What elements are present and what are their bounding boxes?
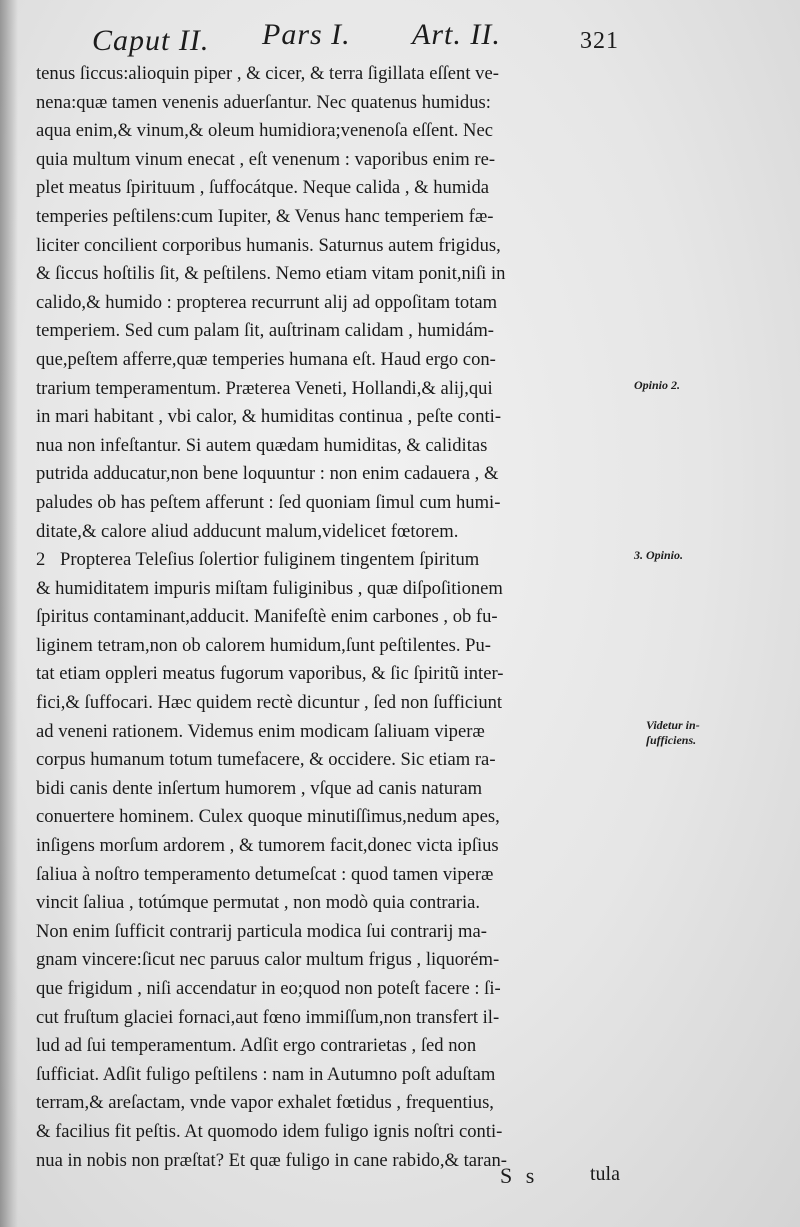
line-text: terram,& areſactam, vnde vapor exhalet fœtidus , frequentius, — [36, 1092, 494, 1114]
line-text: Non enim ſufficit contrarij particula modica ſui contrarij ma- — [36, 920, 487, 942]
text-line — [36, 1061, 630, 1090]
line-text: temperiem. Sed cum palam ſit, auſtrinam calidam , humidám- — [36, 320, 494, 342]
line-text: & humiditatem impuris miſtam fuliginibus , quæ diſpoſitionem — [36, 577, 503, 599]
text-line — [36, 689, 630, 718]
margin-note-insufficiens — [646, 718, 700, 748]
line-text: ditate,& calore aliud adducunt malum,videlicet fœtorem. — [36, 520, 459, 542]
text-line — [36, 375, 630, 404]
line-text: liginem tetram,non ob calorem humidum,ſunt peſtilentes. Pu- — [36, 634, 491, 656]
text-line — [36, 918, 630, 947]
text-line — [36, 289, 630, 318]
line-text: tat etiam oppleri meatus fugorum vaporibus, & ſic ſpiritũ inter- — [36, 663, 504, 685]
text-line — [36, 718, 630, 747]
page-footer — [0, 1163, 800, 1193]
text-line — [36, 1118, 630, 1147]
line-text: plet meatus ſpirituum , ſuffocátque. Neque calida , & humida — [36, 177, 490, 199]
text-line — [36, 117, 630, 146]
line-text: gnam vincere:ſicut nec paruus calor multum frigus , liquorém- — [36, 949, 500, 971]
margin-note-opinio-3: 3. Opinio. — [634, 548, 684, 562]
line-text: & ſiccus hoſtilis ſit, & peſtilens. Nemo etiam vitam ponit,niſi in — [36, 263, 506, 285]
line-text: ad veneni rationem. Videmus enim modicam ſaliuam viperæ — [36, 720, 485, 742]
text-line — [36, 660, 630, 689]
text-line — [36, 146, 630, 175]
line-text: temperies peſtilens:cum Iupiter, & Venus hanc temperiem fæ- — [36, 205, 494, 227]
line-text: aqua enim,& vinum,& oleum humidiora;venenoſa eſſent. Nec — [36, 120, 493, 142]
text-line — [36, 575, 630, 604]
text-line — [36, 346, 630, 375]
text-line — [36, 832, 630, 861]
running-header — [0, 18, 800, 58]
header-caput: Caput II. — [92, 24, 210, 57]
text-line — [36, 775, 630, 804]
margin-note-opinio-2: Opinio 2. — [634, 378, 681, 392]
text-line — [36, 746, 630, 775]
text-line — [36, 861, 630, 890]
catchword: tula — [590, 1163, 620, 1185]
text-line — [36, 89, 630, 118]
text-line — [36, 1089, 630, 1118]
line-text: que frigidum , niſi accendatur in eo;quod non poteſt facere : ſi- — [36, 978, 501, 999]
line-text: conuertere hominem. Culex quoque minutiſſimus,nedum apes, — [36, 806, 500, 828]
signature-mark: S s — [500, 1163, 539, 1188]
text-line — [36, 174, 630, 203]
line-text: bidi canis dente inſertum humorem , vſque ad canis naturam — [36, 777, 483, 799]
text-line — [36, 603, 630, 632]
line-text: ſpiritus contaminant,adducit. Manifeſtè enim carbones , ob fu- — [36, 606, 498, 628]
line-text: vincit ſaliua , totúmque permutat , non modò quia contraria. — [36, 892, 481, 914]
line-text: fici,& ſuffocari. Hæc quidem rectè dicuntur , ſed non ſufficiunt — [36, 692, 503, 714]
line-text: nena:quæ tamen venenis aduerſantur. Nec quatenus humidus: — [36, 91, 491, 113]
text-line — [36, 889, 630, 918]
text-line — [36, 803, 630, 832]
line-text: calido,& humido : propterea recurrunt alij ad oppoſitam totam — [36, 291, 498, 313]
margin-note-insufficiens-line2: ſufficiens. — [646, 733, 697, 747]
line-text: ſufficiat. Adſit fuligo peſtilens : nam in Autumno poſt aduſtam — [36, 1063, 496, 1085]
text-line — [36, 432, 630, 461]
line-text: trarium temperamentum. Præterea Veneti, Hollandi,& alij,qui — [36, 377, 493, 399]
line-text: que,peſtem afferre,quæ temperies humana eſt. Haud ergo con- — [36, 348, 496, 370]
text-line — [36, 60, 630, 89]
line-text: cut fruſtum glaciei fornaci,aut fœno immiſſum,non transfert il- — [36, 1006, 500, 1028]
text-line — [36, 489, 630, 518]
line-text: lud ad ſui temperamentum. Adſit ergo contrarietas , ſed non — [36, 1035, 477, 1057]
line-text: liciter concilient corporibus humanis. Saturnus autem frigidus, — [36, 234, 501, 256]
text-line — [36, 1004, 630, 1033]
paragraph-number: 2 — [36, 549, 46, 571]
text-line — [36, 260, 630, 289]
page-number: 321 — [580, 28, 619, 54]
line-text: putrida adducatur,non bene loquuntur : non enim cadauera , & — [36, 463, 499, 485]
text-line — [36, 203, 630, 232]
text-line — [36, 460, 630, 489]
header-art: Art. II. — [412, 18, 501, 51]
text-line — [36, 946, 630, 975]
line-text: corpus humanum totum tumefacere, & occidere. Sic etiam ra- — [36, 749, 496, 771]
header-pars: Pars I. — [262, 18, 351, 51]
text-line — [36, 975, 630, 1004]
line-text: nua in nobis non præſtat? Et quæ fuligo in cane rabido,& taran- — [36, 1149, 507, 1171]
margin-note-insufficiens-line1: Videtur in- — [646, 718, 700, 732]
text-line — [36, 1032, 630, 1061]
line-text: Propterea Teleſius ſolertior fuliginem tingentem ſpiritum — [60, 549, 480, 571]
line-text: inſigens morſum ardorem , & tumorem facit,donec victa ipſius — [36, 835, 499, 857]
line-text: in mari habitant , vbi calor, & humiditas continua , peſte conti- — [36, 406, 502, 428]
line-text: paludes ob has peſtem afferunt : ſed quoniam ſimul cum humi- — [36, 491, 501, 513]
text-line — [36, 232, 630, 261]
line-text: nua non infeſtantur. Si autem quædam humiditas, & caliditas — [36, 434, 488, 456]
text-line — [36, 546, 630, 575]
text-line — [36, 317, 630, 346]
text-line — [36, 518, 630, 547]
line-text: quia multum vinum enecat , eſt venenum : vaporibus enim re- — [36, 148, 496, 170]
line-text: tenus ſiccus:alioquin piper , & cicer, & terra ſigillata eſſent ve- — [36, 63, 499, 84]
line-text: ſaliua à noſtro temperamento detumeſcat : quod tamen viperæ — [36, 863, 494, 885]
body-text — [36, 60, 630, 1175]
text-line — [36, 632, 630, 661]
line-text: & facilius fit peſtis. At quomodo idem fuligo ignis noſtri conti- — [36, 1120, 503, 1142]
text-line — [36, 403, 630, 432]
